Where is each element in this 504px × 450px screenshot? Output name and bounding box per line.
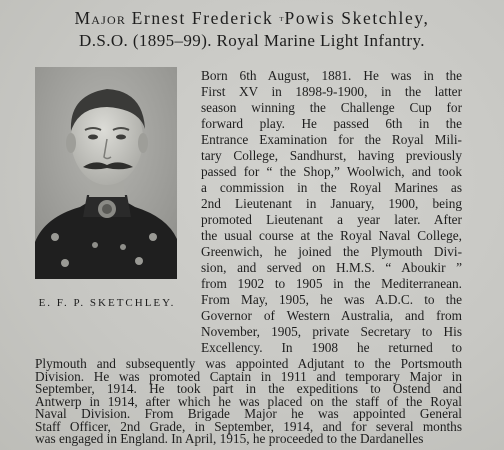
heading-name-line [0,8,504,29]
text-line: tary College, Sandhurst, having previously [201,148,462,163]
text-line: a commission in the Royal Marines as [201,180,462,195]
heading-name-rest: Powis Sketchley, [284,8,430,28]
text-line: Plymouth and subsequently was appointed Adjutant to the Portsmouth [35,356,462,371]
text-line: the usual course at the Royal Naval College, [201,228,462,243]
text-line: Entrance Examination for the Royal Mili- [201,132,462,147]
text-line: Antwerp in 1914, after which he was placed on the staff of the Royal [35,394,462,409]
text-line: Greenwich, he joined the Plymouth Divi- [201,244,462,259]
text-line: sion, and served on H.M.S. “ Aboukir ” [201,260,462,275]
text-line: forward play. He passed 6th in the [201,116,462,131]
text-line: Naval Division. From Brigade Major he was appointed General [35,406,462,421]
heading-name: Ernest Frederick [131,8,280,28]
text-line: season winning the Challenge Cup for [201,100,462,115]
text-line: was engaged in England. In April, 1915, he proceeded to the Dardanelles [35,431,424,446]
text-line: passed for “ the Shop,” Woolwich, and took [201,164,462,179]
text-line: Staff Officer, 2nd Grade, in September, 1914, and for several months [35,419,462,434]
text-line: From May, 1905, he was A.D.C. to the [201,292,462,307]
text-line: September, 1914. He took part in the expeditions to Ostend and [35,381,462,396]
text-line: Excellency. In 1908 he returned to [201,340,462,355]
text-line: 2nd Lieutenant in January, 1900, being [201,196,462,211]
heading-rank: Major [74,8,127,28]
text-line: promoted Lieutenant a year later. After [201,212,462,227]
heading-unit-line: D.S.O. (1895–99). Royal Marine Light Infantry. [79,31,425,50]
text-line: from 1902 to 1905 in the Mediterranean. [201,276,462,291]
text-line: Born 6th August, 1881. He was in the [201,68,462,83]
text-line: Governor of Western Australia, and from [201,308,462,323]
text-line: Division. He was promoted Captain in 1911 and temporary Major in [35,369,462,384]
heading-mark: ᵀ [279,15,285,27]
text-line: First XV in 1898-9-1900, in the latter [201,84,462,99]
text-line: November, 1905, private Secretary to His [201,324,462,339]
portrait-caption: E. F. P. SKETCHLEY. [38,297,176,309]
portrait-photo [35,67,177,279]
